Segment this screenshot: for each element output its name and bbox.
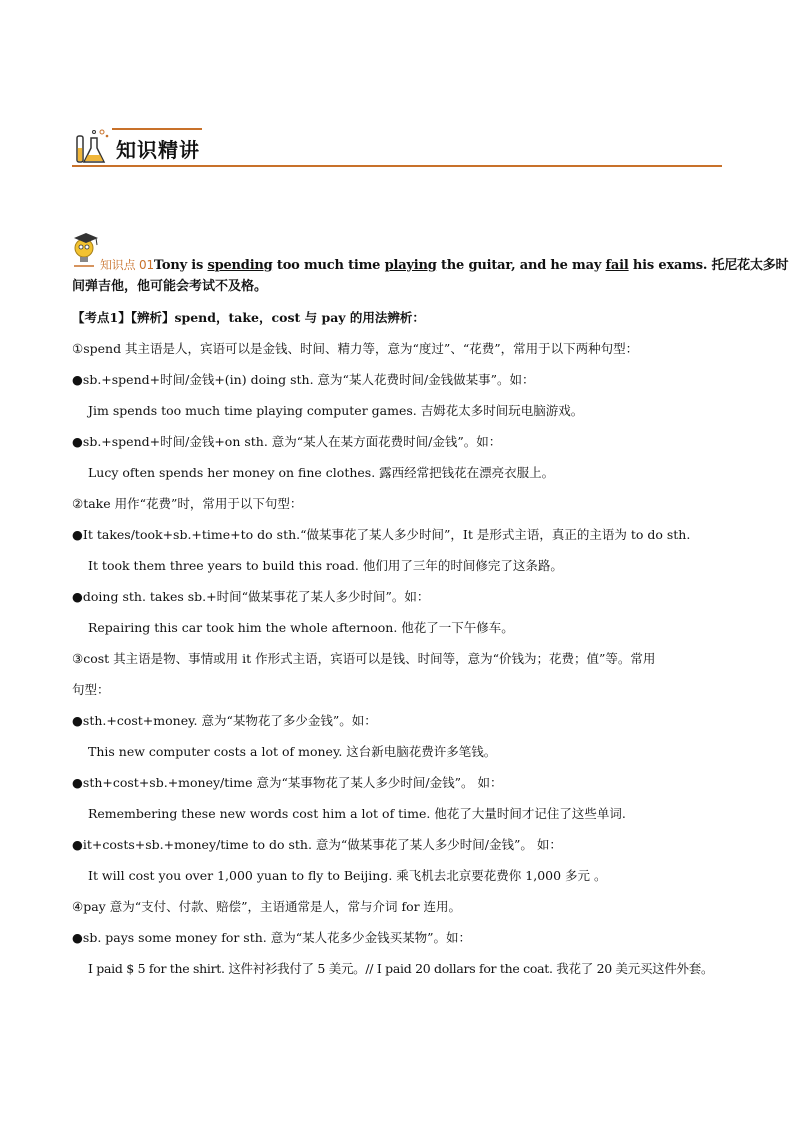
- sentence-part: his exams. 托尼花太多时: [628, 258, 789, 273]
- sentence-part: too much time: [272, 258, 385, 273]
- point-heading: 【考点1】【辨析】spend，take，cost 与 pay 的用法辨析：: [72, 310, 425, 325]
- pattern-item: ●sth.+cost+money. 意为“某物花了多少金钱”。如：: [72, 713, 377, 728]
- rule-pay: ④pay 意为“支付、付款、赔偿”，主语通常是人，常与介词 for 连用。: [72, 899, 462, 914]
- pattern-item: ●sb.+spend+时间/金钱+(in) doing sth. 意为“某人花费时间/金钱做某事”。如：: [72, 372, 535, 387]
- knowledge-point-sentence: [100, 254, 788, 273]
- underlined-word-playing: playing: [384, 258, 437, 273]
- scholar-bulb-icon: [72, 230, 102, 268]
- header-bottom-rule: [72, 165, 722, 167]
- underlined-word-fail: fail: [605, 258, 629, 273]
- sentence-part: the guitar, and he may: [436, 258, 606, 273]
- example-sentence: This new computer costs a lot of money. 这台新电脑花费许多笔钱。: [88, 744, 497, 759]
- header-top-rule: [112, 128, 202, 130]
- pattern-item: ●it+costs+sb.+money/time to do sth. 意为“做某事花了某人多少时间/金钱”。 如：: [72, 837, 562, 852]
- pattern-item: ●sth+cost+sb.+money/time 意为“某事物花了某人多少时间/金钱”。 如：: [72, 775, 503, 790]
- example-sentence: Remembering these new words cost him a lot of time. 他花了大量时间才记住了这些单词.: [88, 806, 626, 821]
- section-header: [72, 124, 722, 168]
- example-sentence: Jim spends too much time playing computer games. 吉姆花太多时间玩电脑游戏。: [88, 403, 584, 418]
- pattern-item: ●doing sth. takes sb.+时间“做某事花了某人多少时间”。如：: [72, 589, 430, 604]
- sentence-part: Tony is: [153, 258, 208, 273]
- pattern-item: ●It takes/took+sb.+time+to do sth.“做某事花了某人多少时间”，It 是形式主语，真正的主语为 to do sth.: [72, 527, 691, 542]
- example-sentence: Lucy often spends her money on fine clothes. 露西经常把钱花在漂亮衣服上。: [88, 465, 555, 480]
- underlined-word-spending: spending: [207, 258, 273, 273]
- example-sentence: It took them three years to build this road. 他们用了三年的时间修完了这条路。: [88, 558, 563, 573]
- lab-flask-icon: [72, 126, 112, 166]
- knowledge-point-label: 知识点 01: [100, 258, 154, 272]
- rule-cost-continued: 句型：: [72, 682, 110, 697]
- rule-cost: ③cost 其主语是物、事情或用 it 作形式主语，宾语可以是钱、时间等，意为“价钱为；花费；值”等。常用: [72, 651, 656, 666]
- example-sentence: Repairing this car took him the whole afternoon. 他花了一下午修车。: [88, 620, 514, 635]
- section-title: 知识精讲: [116, 138, 200, 162]
- example-sentence: It will cost you over 1,000 yuan to fly to Beijing. 乘飞机去北京要花费你 1,000 多元 。: [88, 868, 607, 883]
- rule-spend: ①spend 其主语是人，宾语可以是金钱、时间、精力等，意为“度过”、“花费”，常用于以下两种句型：: [72, 341, 639, 356]
- knowledge-point-translation: 间弹吉他，他可能会考试不及格。: [72, 279, 268, 294]
- pattern-item: ●sb.+spend+时间/金钱+on sth. 意为“某人在某方面花费时间/金钱”。如：: [72, 434, 502, 449]
- example-sentence: I paid $ 5 for the shirt. 这件衬衫我付了 5 美元。// I paid 20 dollars for the coat. 我花了 20 美元买这件外套。: [88, 961, 714, 976]
- rule-take: ②take 用作“花费”时，常用于以下句型：: [72, 496, 303, 511]
- pattern-item: ●sb. pays some money for sth. 意为“某人花多少金钱买某物”。如：: [72, 930, 472, 945]
